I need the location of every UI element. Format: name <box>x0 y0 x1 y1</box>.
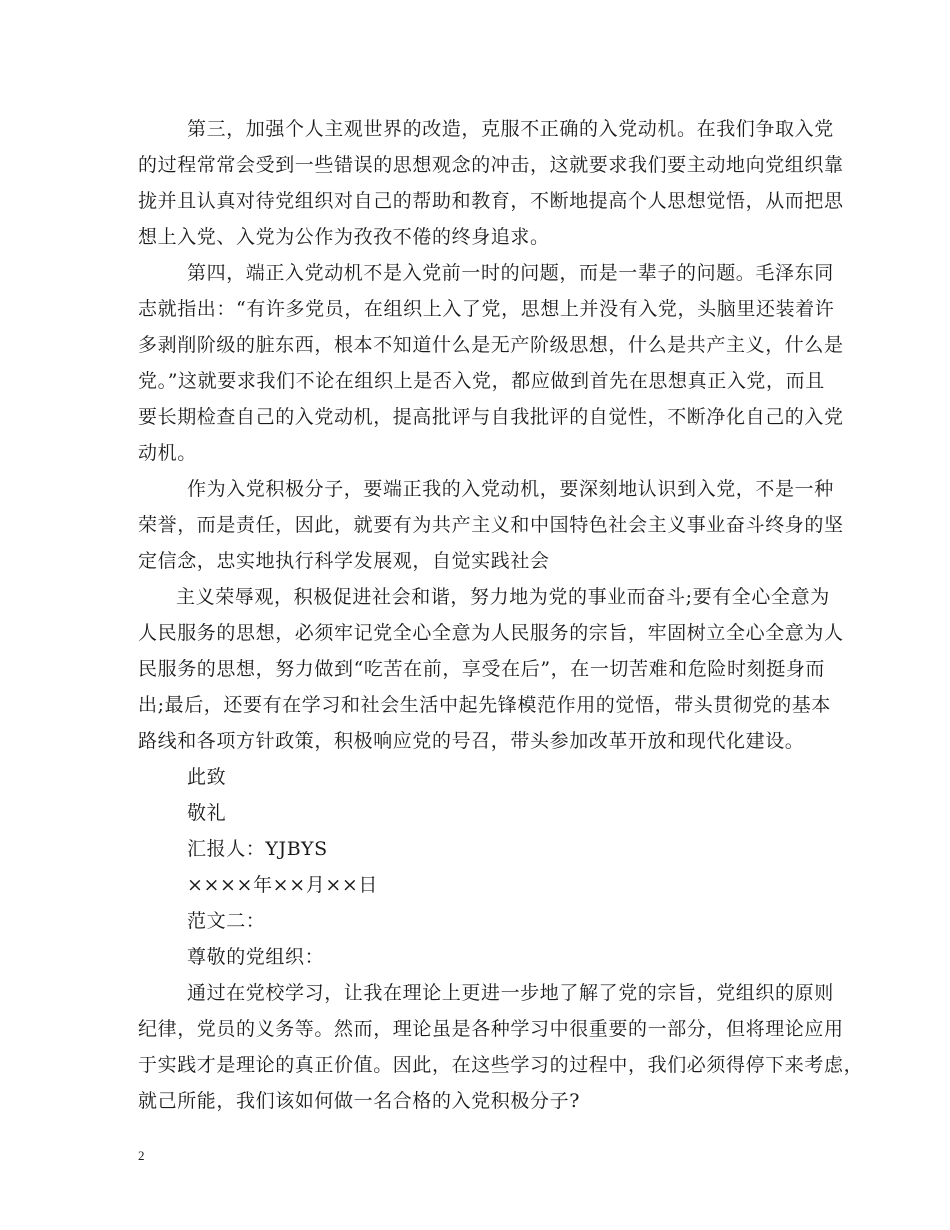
closing-salutation: 此致 <box>187 766 227 788</box>
text-line: 通过在党校学习，让我在理论上更进一步地了解了党的宗旨，党组织的原则 <box>187 982 834 1004</box>
text-line: 要长期检查自己的入党动机，提高批评与自我批评的自觉性，不断净化自己的入党 <box>138 406 844 428</box>
greeting: 尊敬的党组织： <box>187 946 325 968</box>
text-line: 拢并且认真对待党组织对自己的帮助和教育，不断地提高个人思想觉悟，从而把思 <box>138 190 844 212</box>
text-line: 人民服务的思想，必须牢记党全心全意为人民服务的宗旨，牢固树立全心全意为人 <box>138 622 844 644</box>
text-line: 志就指出：“有许多党员，在组织上入了党，思想上并没有入党，头脑里还装着许 <box>138 298 835 320</box>
section-heading: 范文二： <box>187 910 266 932</box>
text-line: 于实践才是理论的真正价值。因此，在这些学习的过程中，我们必须得停下来考虑， <box>138 1054 864 1076</box>
text-line: 第四，端正入党动机不是入党前一时的问题，而是一辈子的问题。毛泽东同 <box>187 262 834 284</box>
text-line: 的过程常常会受到一些错误的思想观念的冲击，这就要求我们要主动地向党组织靠 <box>138 154 844 176</box>
text-line: 动机。 <box>138 442 197 464</box>
closing-regards: 敬礼 <box>187 802 227 824</box>
text-line: 党。”这就要求我们不论在组织上是否入党，都应做到首先在思想真正入党，而且 <box>138 370 825 392</box>
text-line: 路线和各项方针政策，积极响应党的号召，带头参加改革开放和现代化建设。 <box>138 730 805 752</box>
text-line: 主义荣辱观，积极促进社会和谐，努力地为党的事业而奋斗;要有全心全意为 <box>176 586 830 608</box>
text-line: 想上入党、入党为公作为孜孜不倦的终身追求。 <box>138 226 550 248</box>
report-date: ××××年××月××日 <box>187 874 378 896</box>
page-number: 2 <box>138 1148 145 1163</box>
text-line: 作为入党积极分子，要端正我的入党动机，要深刻地认识到入党，不是一种 <box>187 478 834 500</box>
text-line: 就己所能，我们该如何做一名合格的入党积极分子? <box>138 1090 580 1112</box>
text-line: 纪律，党员的义务等。然而，理论虽是各种学习中很重要的一部分，但将理论应用 <box>138 1018 844 1040</box>
text-line: 第三，加强个人主观世界的改造，克服不正确的入党动机。在我们争取入党 <box>187 118 834 140</box>
text-line: 出;最后，还要有在学习和社会生活中起先锋模范作用的觉悟，带头贯彻党的基本 <box>138 694 832 716</box>
text-line: 荣誉，而是责任，因此，就要有为共产主义和中国特色社会主义事业奋斗终身的坚 <box>138 514 844 536</box>
reporter-name: 汇报人：YJBYS <box>187 838 328 860</box>
text-line: 多剥削阶级的脏东西，根本不知道什么是无产阶级思想，什么是共产主义，什么是 <box>138 334 844 356</box>
text-line: 定信念，忠实地执行科学发展观，自觉实践社会 <box>138 550 550 572</box>
text-line: 民服务的思想，努力做到“吃苦在前，享受在后”，在一切苦难和危险时刻挺身而 <box>138 658 826 680</box>
